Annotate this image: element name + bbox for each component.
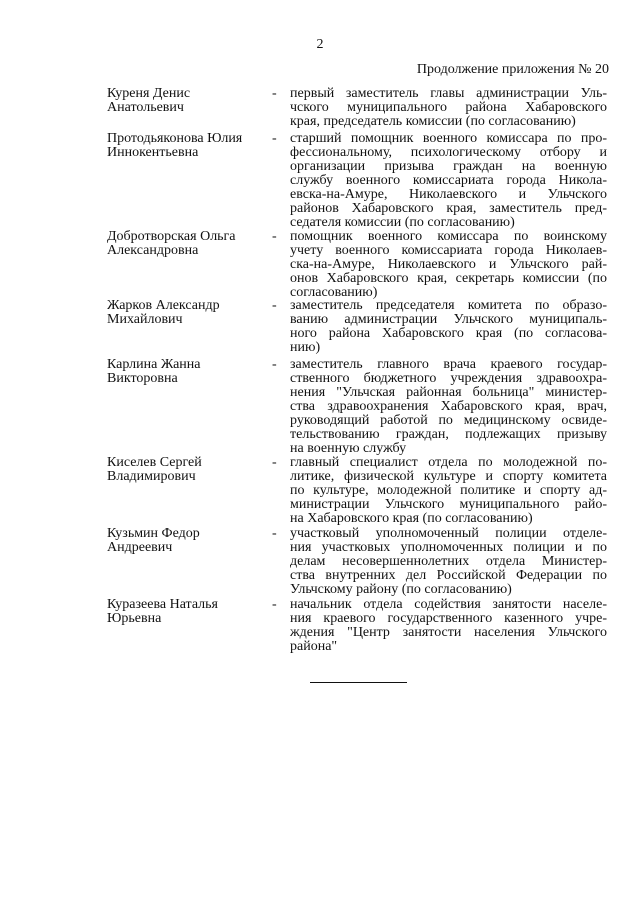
member-row (107, 87, 607, 129)
member-role-line: евска-на-Амуре, Николаевского и Ульчского (290, 187, 607, 202)
member-role-line: нию) (290, 340, 321, 355)
member-name-line: Карлина Жанна (107, 357, 201, 372)
member-name (107, 230, 272, 258)
member-name-line: Владимирович (107, 469, 196, 484)
dash-separator: - (272, 229, 277, 244)
member-role-line: ждения "Центр занятости населения Ульчского (290, 625, 607, 640)
member-name-line: Куразеева Наталья (107, 597, 218, 612)
member-role-description (290, 456, 607, 526)
member-role-line: ванию администрации Ульчского муниципаль- (290, 312, 607, 327)
member-role-line: онов Хабаровского края, секретарь комиссии (по (290, 271, 607, 286)
member-name-line: Михайлович (107, 312, 183, 327)
member-role-line: учету военного комиссариата города Николаев- (290, 243, 607, 258)
member-role-line: главный специалист отдела по молодежной по- (290, 455, 607, 470)
member-role-description (290, 527, 607, 597)
member-row (107, 358, 607, 456)
member-role-line: начальник отдела содействия занятости населе- (290, 597, 607, 612)
page-number: 2 (316, 37, 324, 52)
member-name (107, 132, 272, 160)
member-name-line: Андреевич (107, 540, 173, 555)
member-role-line: на Хабаровского края (по согласованию) (290, 511, 533, 526)
member-row (107, 230, 607, 300)
member-role-line: помощник военного комиссара по воинскому (290, 229, 607, 244)
member-name-line: Куреня Денис (107, 86, 191, 101)
member-role-line: министрации Ульчского муниципального райо- (290, 497, 607, 512)
member-row (107, 456, 607, 526)
member-row (107, 598, 607, 654)
member-role-line: на военную службу (290, 441, 407, 456)
member-role-line: района" (290, 639, 338, 654)
member-name (107, 299, 272, 327)
member-role-line: седателя комиссии (по согласованию) (290, 215, 515, 230)
member-name-line: Викторовна (107, 371, 178, 386)
member-name (107, 598, 272, 626)
member-name-line: Юрьевна (107, 611, 162, 626)
member-name-line: Протодьяконова Юлия (107, 131, 243, 146)
member-role-description (290, 132, 607, 230)
member-row (107, 132, 607, 230)
dash-separator: - (272, 455, 277, 470)
member-name (107, 527, 272, 555)
member-name-line: Анатольевич (107, 100, 184, 115)
member-role-line: литике, физической культуре и спорту комитета (290, 469, 607, 484)
member-role-line: тельствованию граждан, подлежащих призыву (290, 427, 607, 442)
member-role-description (290, 230, 607, 300)
member-role-line: заместитель председателя комитета по образо- (290, 298, 607, 313)
closing-separator-line (310, 682, 407, 683)
member-role-line: чского муниципального района Хабаровского (290, 100, 607, 115)
dash-separator: - (272, 131, 277, 146)
member-name-line: Иннокентьевна (107, 145, 199, 160)
member-role-line: нения "Ульчская районная больница" министер- (290, 385, 607, 400)
member-name-line: Александровна (107, 243, 199, 258)
member-role-line: руководящий работой по медицинскому освиде- (290, 413, 607, 428)
member-role-line: районов Хабаровского края, заместитель пред- (290, 201, 607, 216)
member-role-line: фессиональному, психологическому отбору и (290, 145, 607, 160)
dash-separator: - (272, 357, 277, 372)
member-name (107, 358, 272, 386)
member-name (107, 87, 272, 115)
dash-separator: - (272, 86, 277, 101)
appendix-continuation-label: Продолжение приложения № 20 (416, 62, 609, 77)
member-role-description (290, 299, 607, 355)
member-name (107, 456, 272, 484)
member-row (107, 527, 607, 597)
member-role-line: ственного бюджетного учреждения здравоохра- (290, 371, 607, 386)
member-name-line: Добротворская Ольга (107, 229, 236, 244)
member-role-line: первый заместитель главы администрации Уль- (290, 86, 607, 101)
member-role-line: заместитель главного врача краевого государ- (290, 357, 607, 372)
member-role-line: организации призыва граждан на военную (290, 159, 607, 174)
member-role-line: ния участковых уполномоченных полиции и по (290, 540, 607, 555)
dash-separator: - (272, 526, 277, 541)
member-role-line: ства здравоохранения Хабаровского края, врач, (290, 399, 607, 414)
member-role-line: ства внутренних дел Российской Федерации по (290, 568, 607, 583)
member-role-description (290, 598, 607, 654)
member-row (107, 299, 607, 355)
member-role-line: старший помощник военного комиссара по про- (290, 131, 607, 146)
member-role-line: края, председатель комиссии (по согласованию) (290, 114, 576, 129)
member-role-line: согласованию) (290, 285, 378, 300)
member-role-line: Ульчскому району (по согласованию) (290, 582, 512, 597)
dash-separator: - (272, 298, 277, 313)
member-role-description (290, 87, 607, 129)
member-role-line: ния краевого государственного казенного учре- (290, 611, 607, 626)
dash-separator: - (272, 597, 277, 612)
member-role-line: ного района Хабаровского края (по согласова- (290, 326, 607, 341)
member-role-line: службу военного комиссариата города Никола- (290, 173, 607, 188)
member-name-line: Киселев Сергей (107, 455, 202, 470)
member-name-line: Жарков Александр (107, 298, 220, 313)
member-role-line: делам несовершеннолетних отдела Министер- (290, 554, 607, 569)
member-role-description (290, 358, 607, 456)
member-role-line: участковый уполномоченный полиции отделе- (290, 526, 607, 541)
member-role-line: по культуре, молодежной политике и спорту ад- (290, 483, 607, 498)
member-role-line: ска-на-Амуре, Николаевского и Ульчского рай- (290, 257, 607, 272)
member-name-line: Кузьмин Федор (107, 526, 200, 541)
